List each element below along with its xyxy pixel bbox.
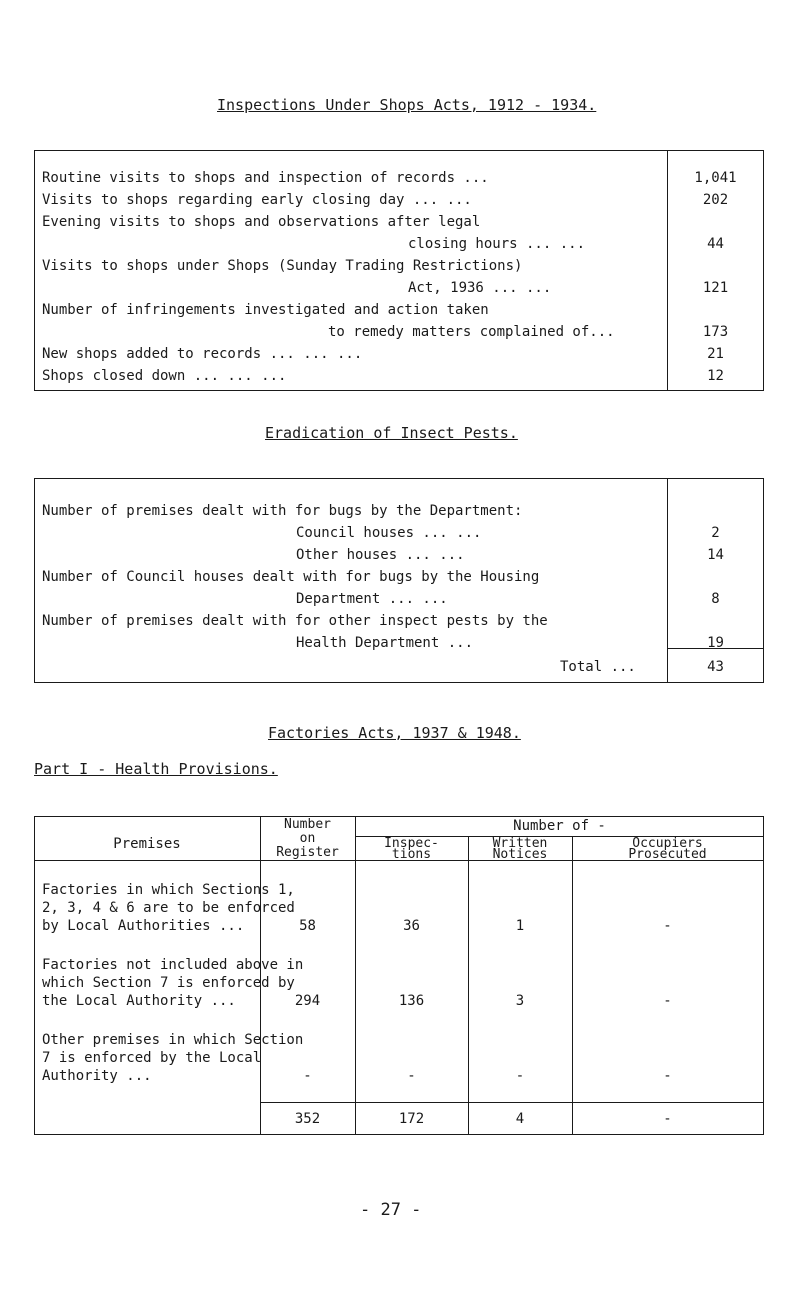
pests-value: 8 [711,591,720,607]
shops-line: Shops closed down ... ... ... [42,368,287,384]
shops-line: to remedy matters complained of... [328,324,615,340]
cell-register: - [303,1068,312,1084]
shops-line: New shops added to records ... ... ... [42,346,363,362]
pests-value: 2 [711,525,720,541]
shops-value: 12 [707,368,724,384]
cell-register: 294 [294,993,321,1009]
factories-col-inspections [355,816,356,1134]
total-notices: 4 [515,1111,525,1127]
premises-line: Other premises in which Section [42,1032,304,1048]
header-inspections: Inspec- [384,836,439,851]
cell-prosecuted: - [663,1068,672,1084]
shops-line: Visits to shops regarding early closing day ... ... [42,192,472,208]
factories-part-label: Part I - Health Provisions. [34,760,278,778]
shops-value: 173 [702,324,729,340]
shops-value: 21 [707,346,724,362]
total-prosecuted: - [663,1111,672,1127]
pests-bottom-border [34,682,764,683]
factories-top-border [34,816,764,817]
premises-line: Factories not included above in [42,957,304,973]
shops-right-border [763,150,764,390]
header-prosecuted: Occupiers [632,836,703,851]
pests-line: Department ... ... [296,591,448,607]
total-inspections: 172 [398,1111,425,1127]
factories-col-notices [468,836,469,1134]
page-number: - 27 - [360,1200,422,1220]
pests-left-border [34,478,35,682]
premises-line: which Section 7 is enforced by [42,975,295,991]
shops-bottom-border [34,390,764,391]
premises-line: Authority ... [42,1068,152,1084]
cell-inspections: 36 [403,918,420,934]
premises-line: Factories in which Sections 1, [42,882,295,898]
cell-notices: 3 [515,993,525,1009]
premises-line: 2, 3, 4 & 6 are to be enforced [42,900,295,916]
header-notices: Notices [492,847,548,862]
shops-left-border [34,150,35,390]
cell-prosecuted: - [663,993,672,1009]
cell-register: 58 [299,918,316,934]
premises-line: by Local Authorities ... [42,918,245,934]
pests-top-border [34,478,764,479]
pests-right-border [763,478,764,682]
pests-value: 14 [707,547,724,563]
header-register: Register [276,845,339,860]
cell-notices: 1 [515,918,525,934]
shops-value: 202 [702,192,729,208]
pests-line: Council houses ... ... [296,525,482,541]
factories-col-prosecuted [572,836,573,1134]
factories-right-border [763,816,764,1134]
shops-title: Inspections Under Shops Acts, 1912 - 1934. [217,96,597,114]
shops-line: Act, 1936 ... ... [408,280,552,296]
shops-value: 121 [702,280,729,296]
pests-value: 19 [707,635,724,651]
cell-inspections: - [407,1068,416,1084]
pests-line: Other houses ... ... [296,547,465,563]
pests-line: Number of premises dealt with for other inspect pests by the [42,613,548,629]
shops-line: closing hours ... ... [408,236,586,252]
shops-line: Number of infringements investigated and action taken [42,302,489,318]
factories-title: Factories Acts, 1937 & 1948. [268,724,521,742]
header-inspections: tions [391,847,432,862]
header-prosecuted: Prosecuted [628,847,707,862]
header-register: Number [284,817,331,832]
shops-value: 1,041 [694,170,737,186]
pests-total-value: 43 [707,659,724,675]
premises-line: 7 is enforced by the Local [42,1050,262,1066]
premises-line: the Local Authority ... [42,993,236,1009]
pests-title: Eradication of Insect Pests. [265,424,518,442]
shops-line: Routine visits to shops and inspection of records ... [42,170,489,186]
pests-line: Number of Council houses dealt with for bugs by the Housing [42,569,540,585]
total-register: 352 [294,1111,321,1127]
cell-notices: - [515,1068,525,1084]
pests-mid-border [667,478,668,682]
shops-line: Visits to shops under Shops (Sunday Trading Restrictions) [42,258,523,274]
cell-inspections: 136 [398,993,425,1009]
shops-value: 44 [707,236,724,252]
factories-total-rule [260,1102,764,1103]
pests-total-label: Total ... [560,659,636,675]
factories-left-border [34,816,35,1134]
header-register: on [299,831,316,846]
pests-line: Health Department ... [296,635,474,651]
shops-line: Evening visits to shops and observations after legal [42,214,481,230]
shops-top-border [34,150,764,151]
header-premises: Premises [113,836,181,852]
cell-prosecuted: - [663,918,672,934]
header-number-of: Number of - [513,818,606,834]
header-notices: Written [492,836,548,851]
factories-bottom-border [34,1134,764,1135]
pests-line: Number of premises dealt with for bugs by the Department: [42,503,523,519]
